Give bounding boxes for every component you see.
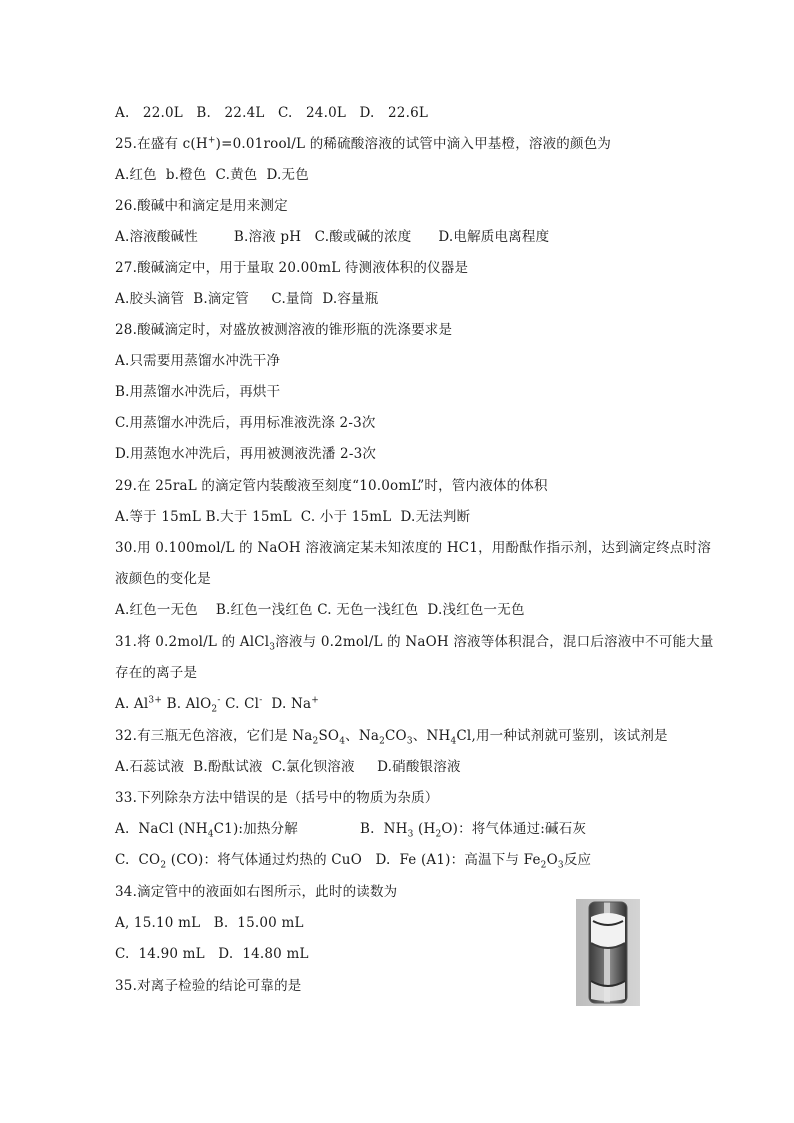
q31-options: A. $Al^{3+}$ B. AlO$_2$- C. Cl- D. Na+ <box>115 695 319 715</box>
q26-stem: 26.酸碱中和滴定是用来测定 <box>115 198 288 214</box>
q25-stem: 25.在盛有 c(H+)=0.01rool/L 的稀硫酸溶液的试管中滴入甲基橙，溶液的颜色为 <box>115 135 612 152</box>
q32-options: A.石蕊试液 B.酚酞试液 C.氯化钡溶液 D.硝酸银溶液 <box>115 759 461 775</box>
q28-option-b: B.用蒸馏水冲洗后，再烘干 <box>115 384 281 400</box>
q30-stem-line1: 30.用 0.100mol/L 的 NaOH 溶液滴定某未知浓度的 HC1，用酚酞作指示剂，达到滴定终点时溶 <box>115 540 712 556</box>
q35-stem: 35.对离子检验的结论可靠的是 <box>115 978 302 994</box>
q28-option-c: C.用蒸馏水冲洗后，再用标准液洗涤 2-3次 <box>115 415 376 431</box>
q30-stem-line2: 液颜色的变化是 <box>115 571 211 587</box>
q28-option-a: A.只需要用蒸馏水冲洗干净 <box>115 353 281 369</box>
q27-stem: 27.酸碱滴定中，用于量取 20.00mL 待测液体积的仪器是 <box>115 260 469 276</box>
q30-options: A.红色一无色 B.红色一浅红色 C. 无色一浅红色 D.浅红色一无色 <box>115 602 525 618</box>
q29-options: A.等于 15mL B.大于 15mL C. 小于 15mL D.无法判断 <box>115 509 471 525</box>
q27-options: A.胶头滴管 B.滴定管 C.量筒 D.容量瓶 <box>115 291 379 307</box>
q33-stem: 33.下列除杂方法中错误的是（括号中的物质为杂质） <box>115 790 439 806</box>
q28-stem: 28.酸碱滴定时，对盛放被测溶液的锥形瓶的洗涤要求是 <box>115 322 453 338</box>
q26-options: A.溶液酸碱性 B.溶液 pH C.酸或碱的浓度 D.电解质电离程度 <box>115 229 550 245</box>
q34-options-cd: C. 14.90 mL D. 14.80 mL <box>115 946 309 962</box>
q24-options: A. 22.0L B. 22.4L C. 24.0L D. 22.6L <box>115 105 429 121</box>
q34-stem: 34.滴定管中的液面如右图所示，此时的读数为 <box>115 884 398 900</box>
q31-stem-line2: 存在的离子是 <box>115 665 198 681</box>
q28-option-d: D.用蒸饱水冲洗后，再用被测液洗潘 2-3次 <box>115 446 377 462</box>
q33-options-ab: A. NaCl $(NH_4C1)$:加热分解 B. $NH_3$ $(H_2O)$：将气体通过:碱石灰 <box>115 821 587 840</box>
q32-stem: 32.有三瓶无色溶液，它们是 $Na_2SO_4$、$Na_2CO_3$、$NH_4Cl$,用一种试剂就可鉴别，该试剂是 <box>115 728 668 747</box>
q34-options-ab: A, 15.10 mL B. 15.00 mL <box>115 915 304 931</box>
q25-options: A.红色 b.橙色 C.黄色 D.无色 <box>115 167 309 183</box>
q33-options-cd: C. $CO_2$ (CO)：将气体通过灼热的 CuO D. Fe (A1)：高温下与 $Fe_2O_3$反应 <box>115 852 592 871</box>
q29-stem: 29.在 25raL 的滴定管内装酸液至刻度“10.0omL”时，管内液体的体积 <box>115 478 548 494</box>
q31-stem-line1: 31.将 0.2mol/L 的 AlCl$_3$溶液与 0.2mol/L 的 NaOH 溶液等体积混合，混口后溶液中不可能大量 <box>115 634 714 653</box>
burette-meniscus-image <box>576 899 640 1006</box>
